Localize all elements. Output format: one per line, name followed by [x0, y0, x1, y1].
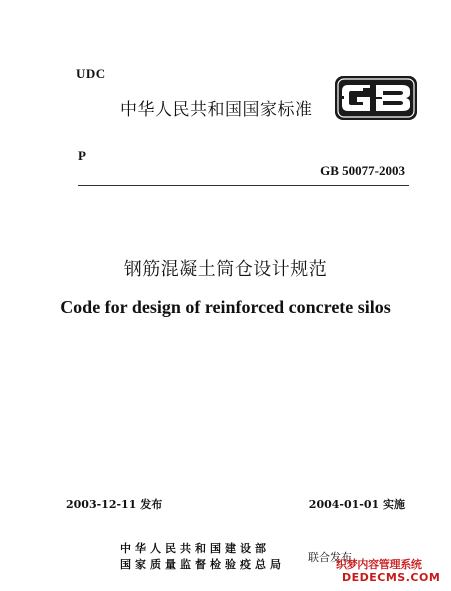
- effective-date: 2004-01-01 实施: [308, 498, 405, 511]
- udc-label: UDC: [76, 66, 106, 81]
- title-chinese: 钢筋混凝土筒仓设计规范: [123, 259, 328, 280]
- header-divider: [78, 185, 409, 186]
- title-english: Code for design of reinforced concrete silos: [60, 297, 391, 317]
- issuer-quality-supervision: 国家质量监督检验疫总局: [120, 558, 285, 571]
- issue-date: 2003-12-11 发布: [66, 498, 163, 511]
- gb-logo: [334, 75, 418, 121]
- category-code: P: [78, 148, 86, 163]
- joint-issue-label: 联合发布: [308, 551, 352, 564]
- standard-type-title: 中华人民共和国国家标准: [120, 100, 313, 120]
- watermark-line-2: DEDECMS.COM: [342, 571, 441, 584]
- watermark: [336, 556, 448, 590]
- watermark-line-1: 织梦内容管理系统: [336, 558, 422, 571]
- standard-number: GB 50077-2003: [320, 163, 405, 178]
- issuer-ministry-construction: 中华人民共和国建设部: [120, 542, 270, 555]
